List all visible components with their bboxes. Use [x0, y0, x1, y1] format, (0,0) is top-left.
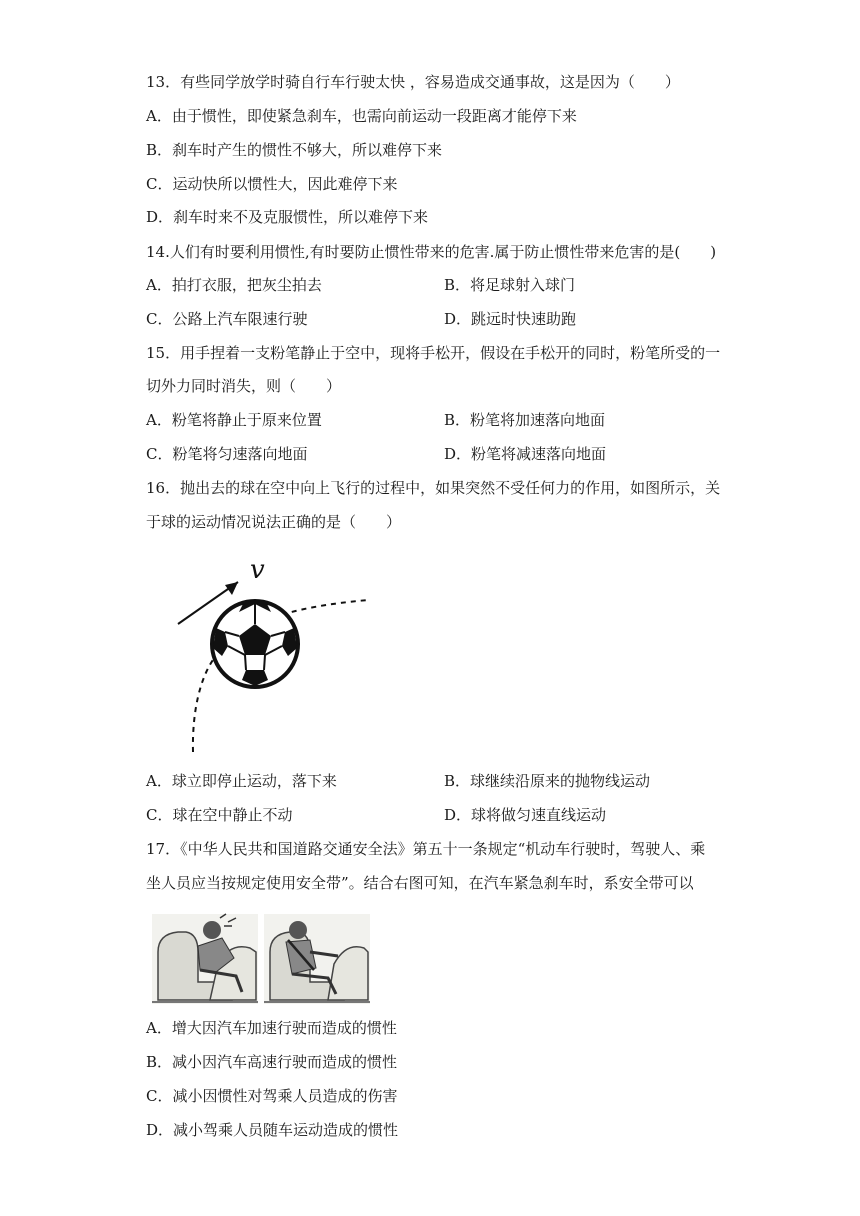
- q15-option-d: D．粉笔将减速落向地面: [444, 445, 607, 463]
- velocity-label: v: [250, 555, 265, 585]
- q16-option-a: A．球立即停止运动，落下来: [146, 772, 337, 790]
- q14-stem: 14.人们有时要利用惯性,有时要防止惯性带来的危害.属于防止惯性带来危害的是( ): [146, 243, 717, 261]
- q17-option-c: C．减小因惯性对驾乘人员造成的伤害: [146, 1087, 398, 1105]
- q17-stem-line1: 17．《中华人民共和国道路交通安全法》第五十一条规定“机动车行驶时，驾驶人、乘: [146, 840, 706, 858]
- with-seatbelt-panel: [264, 914, 370, 1004]
- q14-option-a: A．拍打衣服，把灰尘拍去: [146, 276, 322, 294]
- q13-option-b: B．刹车时产生的惯性不够大，所以难停下来: [146, 141, 443, 159]
- q16-option-b: B．球继续沿原来的抛物线运动: [444, 772, 651, 790]
- q13-option-c: C．运动快所以惯性大，因此难停下来: [146, 175, 398, 193]
- q15-stem-line2: 切外力同时消失，则（ ）: [146, 377, 342, 395]
- q14-option-d: D．跳远时快速助跑: [444, 310, 577, 328]
- q15-option-b: B．粉笔将加速落向地面: [444, 411, 606, 429]
- soccer-ball: [212, 601, 298, 687]
- seatbelt-illustration: [150, 912, 372, 1006]
- soccer-ball-figure: [170, 552, 380, 757]
- q17-option-b: B．减小因汽车高速行驶而造成的惯性: [146, 1053, 398, 1071]
- q13-stem: 13．有些同学放学时骑自行车行驶太快 ，容易造成交通事故，这是因为（ ）: [146, 73, 680, 91]
- q16-option-d: D．球将做匀速直线运动: [444, 806, 607, 824]
- q17-stem-line2: 坐人员应当按规定使用安全带”。结合右图可知，在汽车紧急刹车时，系安全带可以: [146, 874, 694, 892]
- q16-stem-line1: 16．抛出去的球在空中向上飞行的过程中，如果突然不受任何力的作用，如图所示，关: [146, 479, 721, 497]
- q13-option-d: D．刹车时来不及克服惯性，所以难停下来: [146, 208, 429, 226]
- q15-option-c: C．粉笔将匀速落向地面: [146, 445, 308, 463]
- q17-option-d: D．减小驾乘人员随车运动造成的惯性: [146, 1121, 399, 1139]
- velocity-arrowhead: [225, 582, 238, 595]
- q14-option-c: C．公路上汽车限速行驶: [146, 310, 308, 328]
- q15-option-a: A．粉笔将静止于原来位置: [146, 411, 322, 429]
- q16-option-c: C．球在空中静止不动: [146, 806, 293, 824]
- no-seatbelt-panel: [152, 914, 258, 1004]
- q15-stem-line1: 15．用手捏着一支粉笔静止于空中，现将手松开，假设在手松开的同时，粉笔所受的一: [146, 344, 721, 362]
- q13-option-a: A．由于惯性，即使紧急刹车，也需向前运动一段距离才能停下来: [146, 107, 577, 125]
- q16-stem-line2: 于球的运动情况说法正确的是（ ）: [146, 513, 402, 531]
- q17-option-a: A．增大因汽车加速行驶而造成的惯性: [146, 1019, 397, 1037]
- q14-option-b: B．将足球射入球门: [444, 276, 576, 294]
